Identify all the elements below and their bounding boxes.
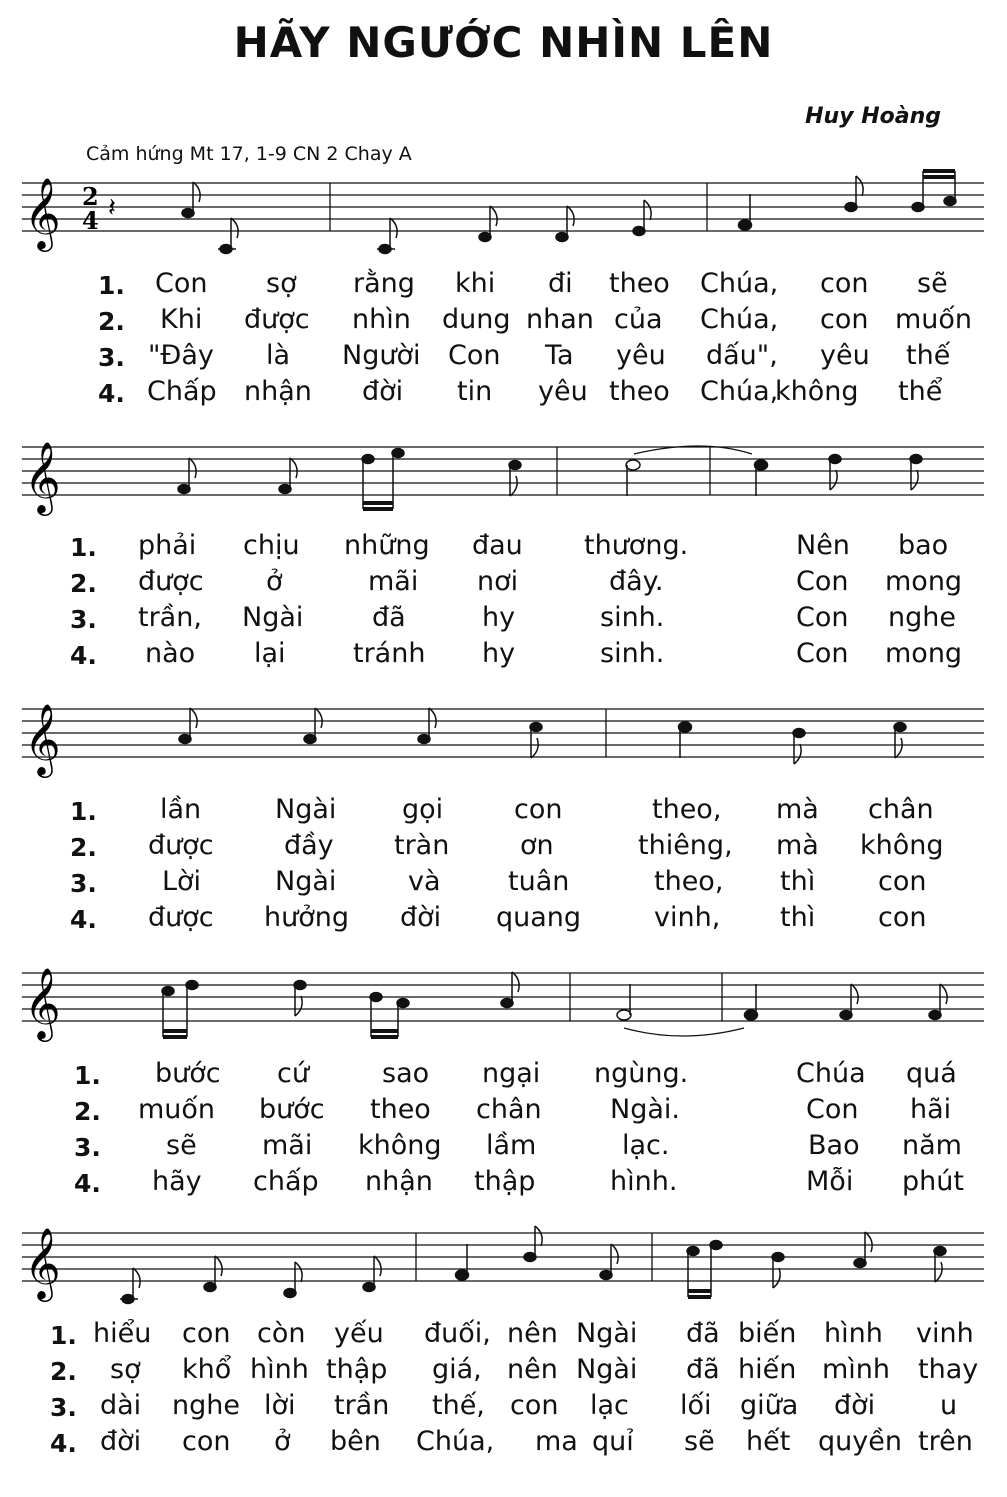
lyric-syllable: những [344, 530, 430, 561]
lyric-syllable: u [940, 1390, 958, 1421]
lyric-syllable: thập [326, 1354, 388, 1385]
music-staff-4 [22, 958, 984, 1038]
treble-clef-icon: 𝄞 [24, 1226, 61, 1299]
lyrics-system-5 [0, 1318, 1007, 1468]
verse-number: 3. [50, 1393, 77, 1422]
lyric-syllable: đầy [284, 830, 334, 861]
lyric-syllable: mà [776, 794, 819, 825]
lyric-syllable: hình [824, 1318, 883, 1349]
lyric-syllable: theo [609, 268, 670, 299]
verse-line [0, 268, 1007, 304]
lyric-syllable: hiểu [93, 1318, 152, 1349]
lyric-syllable: bước [155, 1058, 221, 1089]
lyric-syllable: dấu", [706, 340, 778, 371]
verse-line [0, 1354, 1007, 1390]
lyric-syllable: chân [868, 794, 934, 825]
lyric-syllable: Bao [808, 1130, 860, 1161]
lyric-syllable: quyền [818, 1426, 902, 1457]
treble-clef-icon: 𝄞 [24, 702, 61, 775]
verse-number: 4. [74, 1169, 101, 1198]
verse-number: 1. [70, 533, 97, 562]
lyric-syllable: theo [370, 1094, 431, 1125]
lyric-syllable: tràn [394, 830, 450, 861]
lyric-syllable: Chúa [796, 1058, 866, 1089]
lyric-syllable: không [358, 1130, 442, 1161]
verse-line [0, 1426, 1007, 1462]
lyric-syllable: yêu [820, 340, 870, 371]
lyric-syllable: Ta [545, 340, 574, 371]
lyric-syllable: nên [507, 1354, 558, 1385]
lyric-syllable: Chúa, [700, 304, 779, 335]
lyric-syllable: biến [738, 1318, 797, 1349]
verse-line [0, 902, 1007, 938]
lyric-syllable: khổ [182, 1354, 232, 1385]
verse-number: 3. [70, 605, 97, 634]
lyric-syllable: dung [442, 304, 511, 335]
verse-line [0, 1094, 1007, 1130]
lyric-syllable: sẽ [166, 1130, 197, 1161]
lyric-syllable: sợ [266, 268, 297, 299]
lyric-syllable: hưởng [264, 902, 349, 933]
lyric-syllable: con [510, 1390, 559, 1421]
lyric-syllable: tin [457, 376, 493, 407]
lyric-syllable: nghe [172, 1390, 240, 1421]
lyric-syllable: chịu [243, 530, 300, 561]
lyric-syllable: Người [342, 340, 421, 371]
quarter-rest-icon: 𝄽 [108, 193, 116, 223]
lyric-syllable: con [878, 902, 927, 933]
lyric-syllable: thập [474, 1166, 536, 1197]
lyric-syllable: ở [274, 1426, 291, 1457]
lyric-syllable: Chấp [147, 376, 217, 407]
lyric-syllable: lối [680, 1390, 712, 1421]
lyric-syllable: chấp [253, 1166, 319, 1197]
lyric-syllable: rằng [353, 268, 415, 299]
lyric-syllable: sao [382, 1058, 430, 1089]
lyric-syllable: tuân [508, 866, 570, 897]
lyric-syllable: vinh, [654, 902, 721, 933]
lyric-syllable: bước [259, 1094, 325, 1125]
lyric-syllable: quá [906, 1058, 957, 1089]
lyrics-system-2 [0, 530, 1007, 680]
lyric-syllable: năm [902, 1130, 962, 1161]
lyric-syllable: Ngài [275, 794, 337, 825]
lyric-syllable: không [860, 830, 944, 861]
lyric-syllable: thế, [432, 1390, 485, 1421]
lyric-syllable: Con [796, 566, 849, 597]
lyric-syllable: hình. [610, 1166, 678, 1197]
lyric-syllable: mong [885, 638, 963, 669]
lyric-syllable: hy [482, 638, 516, 669]
lyric-syllable: Khi [160, 304, 203, 335]
verse-number: 2. [98, 307, 125, 336]
lyric-syllable: hãi [910, 1094, 952, 1125]
treble-clef-icon: 𝄞 [24, 440, 61, 513]
lyric-syllable: đuối, [424, 1318, 491, 1349]
lyric-syllable: muốn [138, 1094, 216, 1125]
lyric-syllable: lạc. [622, 1130, 670, 1161]
lyric-syllable: phút [902, 1166, 964, 1197]
verse-line [0, 376, 1007, 412]
lyric-syllable: Ngài [576, 1354, 638, 1385]
lyric-syllable: mãi [368, 566, 419, 597]
lyric-syllable: khi [455, 268, 496, 299]
lyric-syllable: thì [780, 902, 816, 933]
lyric-syllable: Con [796, 602, 849, 633]
lyric-syllable: đời [834, 1390, 876, 1421]
lyric-syllable: Nên [796, 530, 850, 561]
lyric-syllable: và [408, 866, 441, 897]
verse-number: 1. [50, 1321, 77, 1350]
verse-number: 4. [98, 379, 125, 408]
lyric-syllable: sẽ [917, 268, 948, 299]
verse-line [0, 340, 1007, 376]
scripture-inspiration: Cảm hứng Mt 17, 1-9 CN 2 Chay A [86, 143, 412, 165]
lyric-syllable: bên [330, 1426, 381, 1457]
lyric-syllable: tránh [353, 638, 426, 669]
lyric-syllable: sẽ [684, 1426, 715, 1457]
verse-line [0, 1058, 1007, 1094]
lyric-syllable: con [514, 794, 563, 825]
lyric-syllable: đã [372, 602, 406, 633]
lyrics-system-4 [0, 1058, 1007, 1208]
verse-line [0, 1166, 1007, 1202]
lyric-syllable: mãi [262, 1130, 313, 1161]
verse-number: 1. [98, 271, 125, 300]
lyric-syllable: lời [264, 1390, 296, 1421]
verse-line [0, 602, 1007, 638]
lyric-syllable: đã [686, 1318, 720, 1349]
lyric-syllable: giá, [432, 1354, 482, 1385]
music-staff-1 [22, 168, 984, 248]
lyric-syllable: được [244, 304, 310, 335]
verse-number: 1. [74, 1061, 101, 1090]
lyric-syllable: Chúa, [416, 1426, 495, 1457]
verse-number: 2. [50, 1357, 77, 1386]
lyric-syllable: ma [535, 1426, 578, 1457]
lyric-syllable: Lời [162, 866, 202, 897]
verse-number: 4. [70, 641, 97, 670]
lyric-syllable: thì [780, 866, 816, 897]
lyric-syllable: theo, [654, 866, 724, 897]
lyric-syllable: Ngài [275, 866, 337, 897]
lyric-syllable: Mỗi [806, 1166, 854, 1197]
lyric-syllable: phải [138, 530, 197, 561]
lyrics-system-3 [0, 794, 1007, 944]
verse-number: 1. [70, 797, 97, 826]
verse-number: 3. [98, 343, 125, 372]
verse-number: 3. [74, 1133, 101, 1162]
lyric-syllable: Ngài. [610, 1094, 680, 1125]
lyric-syllable: hiến [738, 1354, 797, 1385]
lyric-syllable: Con [806, 1094, 859, 1125]
lyric-syllable: Ngài [576, 1318, 638, 1349]
music-staff-3 [22, 694, 984, 774]
lyric-syllable: thương. [584, 530, 689, 561]
lyric-syllable: nên [507, 1318, 558, 1349]
lyric-syllable: dài [100, 1390, 142, 1421]
lyric-syllable: nghe [888, 602, 956, 633]
lyric-syllable: bao [898, 530, 949, 561]
lyric-syllable: trần, [138, 602, 202, 633]
lyric-syllable: yêu [616, 340, 666, 371]
lyric-syllable: không [775, 376, 859, 407]
lyric-syllable: lầm [486, 1130, 537, 1161]
lyric-syllable: quỉ [592, 1426, 634, 1457]
verse-line [0, 794, 1007, 830]
lyric-syllable: trên [918, 1426, 973, 1457]
lyric-syllable: theo, [652, 794, 722, 825]
lyric-syllable: nơi [477, 566, 519, 597]
lyric-syllable: giữa [740, 1390, 799, 1421]
time-signature-top: 2 [82, 182, 99, 211]
lyric-syllable: lạc [590, 1390, 629, 1421]
lyric-syllable: được [148, 902, 214, 933]
lyric-syllable: thiêng, [638, 830, 733, 861]
lyric-syllable: nhìn [352, 304, 411, 335]
verse-line [0, 566, 1007, 602]
lyric-syllable: hết [746, 1426, 791, 1457]
verse-number: 3. [70, 869, 97, 898]
lyric-syllable: con [820, 304, 869, 335]
lyric-syllable: cứ [277, 1058, 309, 1089]
lyric-syllable: nhận [244, 376, 312, 407]
lyric-syllable: được [148, 830, 214, 861]
lyric-syllable: gọi [402, 794, 444, 825]
lyric-syllable: lần [160, 794, 202, 825]
verse-line [0, 866, 1007, 902]
treble-clef-icon: 𝄞 [24, 176, 61, 249]
verse-number: 4. [70, 905, 97, 934]
lyric-syllable: yếu [334, 1318, 384, 1349]
verse-number: 4. [50, 1429, 77, 1458]
lyric-syllable: Ngài [242, 602, 304, 633]
verse-line [0, 1390, 1007, 1426]
music-staff-2 [22, 432, 984, 512]
lyric-syllable: còn [257, 1318, 306, 1349]
lyric-syllable: nhận [365, 1166, 433, 1197]
lyric-syllable: theo [609, 376, 670, 407]
lyric-syllable: mà [776, 830, 819, 861]
lyric-syllable: đời [400, 902, 442, 933]
lyric-syllable: con [182, 1426, 231, 1457]
lyric-syllable: sợ [110, 1354, 141, 1385]
lyric-syllable: yêu [538, 376, 588, 407]
lyric-syllable: con [878, 866, 927, 897]
lyric-syllable: muốn [895, 304, 973, 335]
verse-number: 2. [70, 569, 97, 598]
lyric-syllable: quang [496, 902, 582, 933]
lyric-syllable: hãy [152, 1166, 202, 1197]
lyric-syllable: ơn [520, 830, 554, 861]
lyric-syllable: Con [155, 268, 208, 299]
lyric-syllable: trần [334, 1390, 390, 1421]
lyric-syllable: vinh [916, 1318, 974, 1349]
lyrics-system-1 [0, 268, 1007, 418]
lyric-syllable: được [138, 566, 204, 597]
verse-line [0, 830, 1007, 866]
lyric-syllable: hy [482, 602, 516, 633]
lyric-syllable: đời [362, 376, 404, 407]
lyric-syllable: của [614, 304, 663, 335]
lyric-syllable: ngùng. [594, 1058, 689, 1089]
lyric-syllable: lại [254, 638, 286, 669]
lyric-syllable: con [820, 268, 869, 299]
verse-number: 2. [70, 833, 97, 862]
lyric-syllable: thể [898, 376, 943, 407]
lyric-syllable: là [266, 340, 291, 371]
lyric-syllable: thế [906, 340, 951, 371]
lyric-syllable: mong [885, 566, 963, 597]
lyric-syllable: hình [250, 1354, 309, 1385]
verse-number: 2. [74, 1097, 101, 1126]
verse-line [0, 1318, 1007, 1354]
lyric-syllable: đời [100, 1426, 142, 1457]
lyric-syllable: đau [472, 530, 523, 561]
lyric-syllable: Chúa, [700, 268, 779, 299]
lyric-syllable: chân [476, 1094, 542, 1125]
lyric-syllable: "Đây [148, 340, 214, 371]
lyric-syllable: Chúa, [700, 376, 779, 407]
lyric-syllable: nhan [526, 304, 594, 335]
verse-line [0, 1130, 1007, 1166]
lyric-syllable: Con [448, 340, 501, 371]
lyric-syllable: ngại [482, 1058, 541, 1089]
lyric-syllable: mình [822, 1354, 891, 1385]
lyric-syllable: sinh. [600, 638, 665, 669]
lyric-syllable: nào [145, 638, 196, 669]
lyric-syllable: Con [796, 638, 849, 669]
lyric-syllable: con [182, 1318, 231, 1349]
lyric-syllable: đã [686, 1354, 720, 1385]
verse-line [0, 530, 1007, 566]
time-signature-bottom: 4 [82, 206, 99, 235]
lyric-syllable: ở [266, 566, 283, 597]
music-staff-5 [22, 1218, 984, 1298]
lyric-syllable: đây. [609, 566, 664, 597]
composer-name: Huy Hoàng [805, 104, 941, 129]
song-title: HÃY NGƯỚC NHÌN LÊN [233, 18, 774, 67]
lyric-syllable: thay [918, 1354, 979, 1385]
lyric-syllable: sinh. [600, 602, 665, 633]
lyric-syllable: đi [548, 268, 573, 299]
verse-line [0, 638, 1007, 674]
treble-clef-icon: 𝄞 [24, 966, 61, 1039]
verse-line [0, 304, 1007, 340]
